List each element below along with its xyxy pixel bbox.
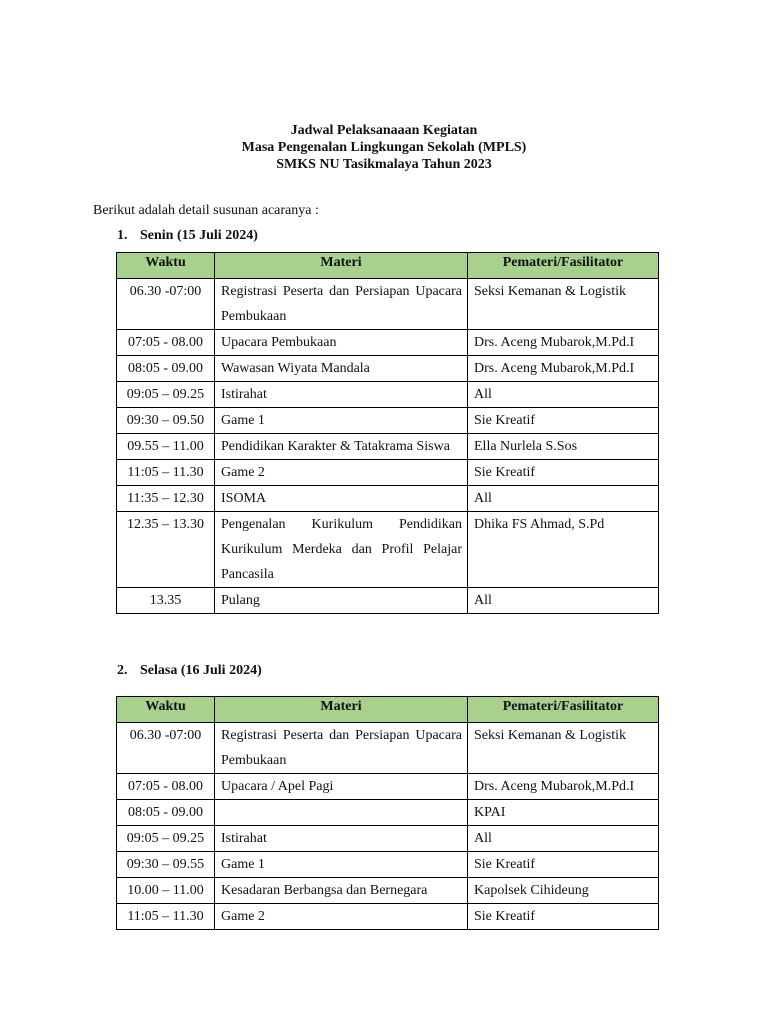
cell-pemateri: Drs. Aceng Mubarok,M.Pd.I [468,774,659,800]
day-heading-senin [117,227,258,244]
column-header-pemateri: Pemateri/Fasilitator [468,253,659,279]
intro-text: Berikut adalah detail susunan acaranya : [93,203,319,218]
table-row [117,460,659,486]
cell-materi: Pulang [215,588,468,614]
cell-materi: Game 2 [215,460,468,486]
document-title [0,122,768,173]
cell-pemateri: Kapolsek Cihideung [468,878,659,904]
table-row [117,904,659,930]
column-header-materi: Materi [215,253,468,279]
cell-pemateri: KPAI [468,800,659,826]
cell-materi [215,800,468,826]
column-header-materi: Materi [215,697,468,723]
column-header-waktu: Waktu [117,253,215,279]
cell-waktu: 09:05 – 09.25 [117,382,215,408]
cell-waktu: 07:05 - 08.00 [117,774,215,800]
title-line-3: SMKS NU Tasikmalaya Tahun 2023 [276,157,492,172]
cell-materi: Istirahat [215,382,468,408]
cell-materi: Registrasi Peserta dan Persiapan Upacara Pembukaan [215,279,468,330]
table-row [117,512,659,588]
table-row [117,723,659,774]
table-row [117,800,659,826]
cell-materi: Registrasi Peserta dan Persiapan Upacara Pembukaan [215,723,468,774]
cell-pemateri: Sie Kreatif [468,408,659,434]
table-row [117,774,659,800]
cell-pemateri: Seksi Kemanan & Logistik [468,723,659,774]
cell-pemateri: Drs. Aceng Mubarok,M.Pd.I [468,356,659,382]
day-number: 2. [117,663,128,678]
cell-waktu: 12.35 – 13.30 [117,512,215,588]
cell-waktu: 06.30 -07:00 [117,279,215,330]
table-row [117,434,659,460]
cell-materi: Game 2 [215,904,468,930]
table-row [117,382,659,408]
table-row [117,486,659,512]
cell-waktu: 06.30 -07:00 [117,723,215,774]
cell-materi: Game 1 [215,852,468,878]
cell-pemateri: All [468,382,659,408]
cell-pemateri: All [468,486,659,512]
title-line-2: Masa Pengenalan Lingkungan Sekolah (MPLS) [241,140,527,155]
day-heading-selasa [117,662,262,679]
cell-waktu: 08:05 - 09.00 [117,356,215,382]
cell-materi: Pendidikan Karakter & Tatakrama Siswa [215,434,468,460]
table-row [117,330,659,356]
day-title: Senin (15 Juli 2024) [140,228,258,243]
cell-pemateri: Dhika FS Ahmad, S.Pd [468,512,659,588]
table-row [117,356,659,382]
table-row [117,852,659,878]
cell-materi: ISOMA [215,486,468,512]
cell-materi: Game 1 [215,408,468,434]
cell-pemateri: All [468,826,659,852]
cell-waktu: 10.00 – 11.00 [117,878,215,904]
cell-materi: Upacara / Apel Pagi [215,774,468,800]
title-line-1: Jadwal Pelaksanaaan Kegiatan [290,123,478,138]
cell-waktu: 09:30 – 09.55 [117,852,215,878]
cell-waktu: 07:05 - 08.00 [117,330,215,356]
cell-waktu: 09.55 – 11.00 [117,434,215,460]
cell-pemateri: Ella Nurlela S.Sos [468,434,659,460]
cell-waktu: 09:30 – 09.50 [117,408,215,434]
cell-pemateri: Sie Kreatif [468,904,659,930]
table-row [117,408,659,434]
schedule-table-senin [116,252,659,614]
cell-materi: Istirahat [215,826,468,852]
table-header-row [117,697,659,723]
column-header-pemateri: Pemateri/Fasilitator [468,697,659,723]
column-header-waktu: Waktu [117,697,215,723]
table-row [117,279,659,330]
schedule-table-selasa [116,696,659,930]
cell-materi: Pengenalan Kurikulum Pendidikan Kurikulum Merdeka dan Profil Pelajar Pancasila [215,512,468,588]
cell-waktu: 13.35 [117,588,215,614]
day-title: Selasa (16 Juli 2024) [140,663,262,678]
cell-pemateri: Sie Kreatif [468,852,659,878]
cell-materi: Upacara Pembukaan [215,330,468,356]
cell-waktu: 11:05 – 11.30 [117,460,215,486]
table-row [117,878,659,904]
cell-waktu: 09:05 – 09.25 [117,826,215,852]
cell-waktu: 11:35 – 12.30 [117,486,215,512]
cell-materi: Kesadaran Berbangsa dan Bernegara [215,878,468,904]
cell-pemateri: Drs. Aceng Mubarok,M.Pd.I [468,330,659,356]
cell-waktu: 11:05 – 11.30 [117,904,215,930]
cell-pemateri: All [468,588,659,614]
table-row [117,588,659,614]
day-number: 1. [117,228,128,243]
cell-waktu: 08:05 - 09.00 [117,800,215,826]
cell-materi: Wawasan Wiyata Mandala [215,356,468,382]
table-header-row [117,253,659,279]
cell-pemateri: Sie Kreatif [468,460,659,486]
table-row [117,826,659,852]
cell-pemateri: Seksi Kemanan & Logistik [468,279,659,330]
